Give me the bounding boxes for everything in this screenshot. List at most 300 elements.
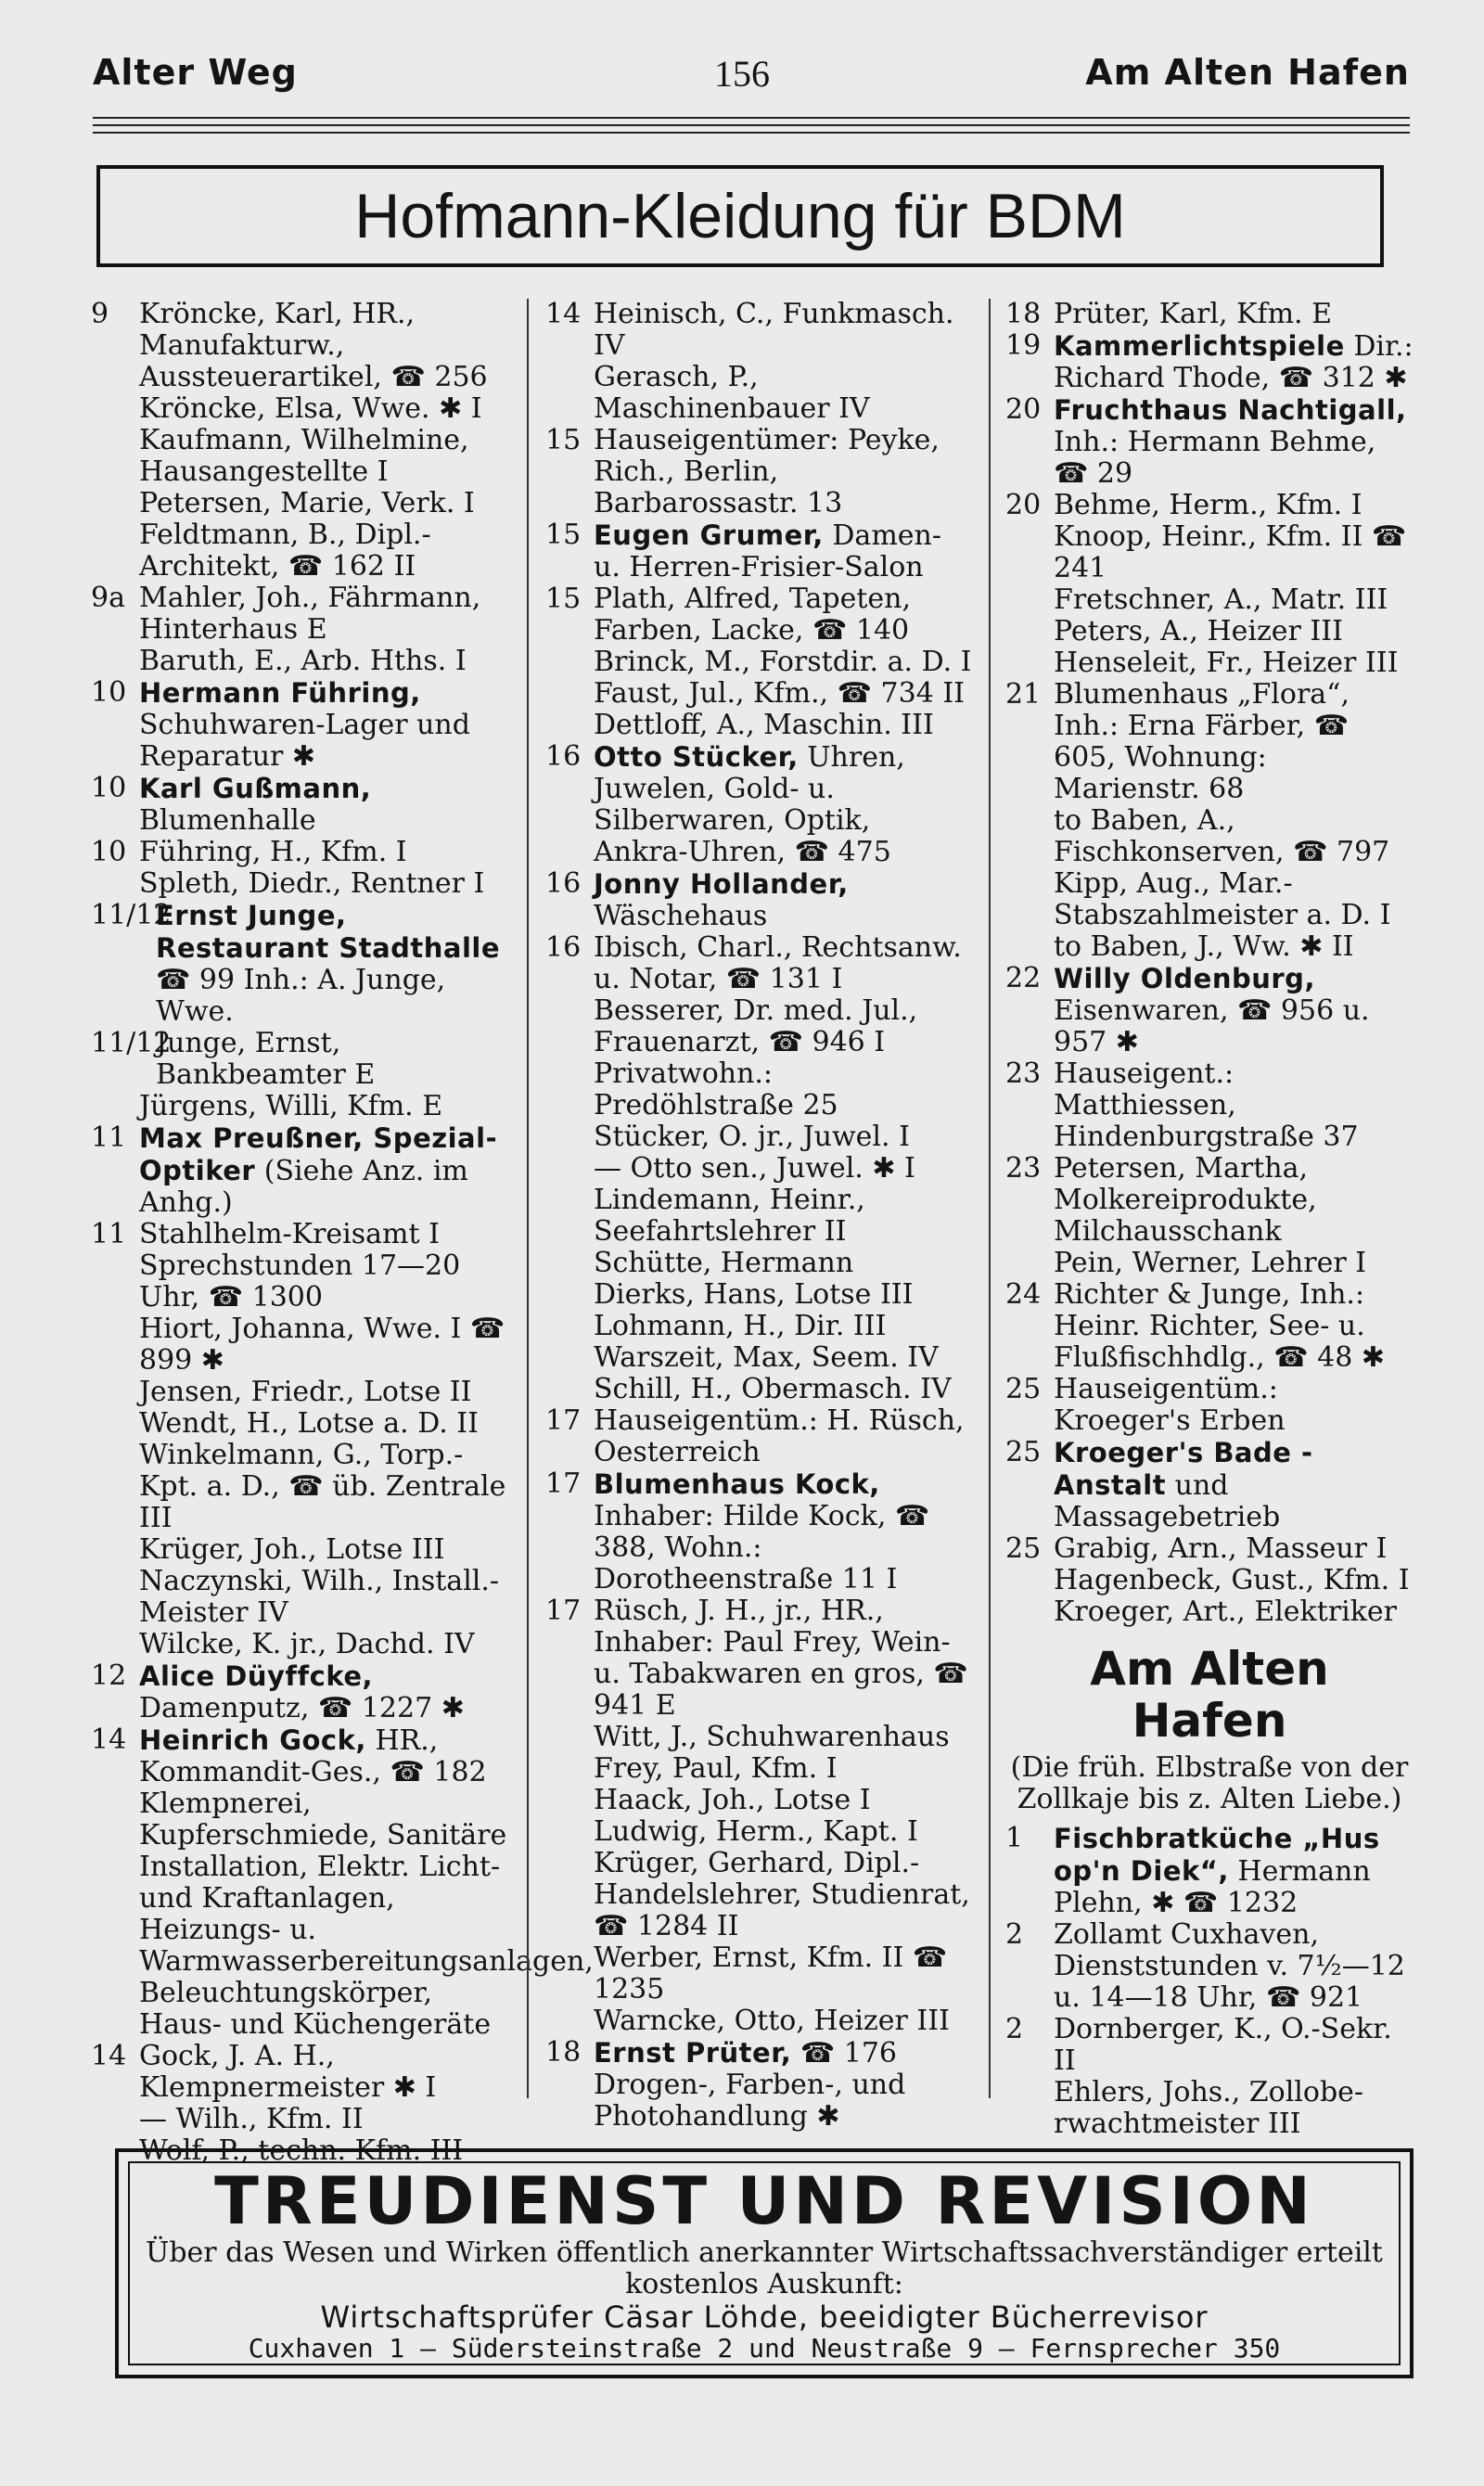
house-number: 17 xyxy=(545,1404,582,1437)
entry-text xyxy=(156,1028,510,1091)
entry-details: Peters, A., Heizer III xyxy=(1054,615,1343,647)
directory-entry xyxy=(545,995,972,1121)
directory-entry xyxy=(1005,931,1414,963)
entry-text xyxy=(139,488,510,519)
entry-text xyxy=(594,519,972,583)
business-name: Fischbratküche „Hus op'n Diek“, xyxy=(1054,1823,1380,1887)
directory-entry xyxy=(91,773,510,837)
directory-entry xyxy=(1005,490,1414,521)
house-number: 11 xyxy=(91,1218,127,1250)
house-number: 11/12 xyxy=(91,1027,172,1059)
directory-entry xyxy=(545,1121,972,1153)
entry-details: Petersen, Martha, Molkereiprodukte, Milchausschank xyxy=(1054,1152,1317,1248)
entry-text xyxy=(1054,931,1414,963)
entry-details: Spleth, Diedr., Rentner I xyxy=(139,867,485,900)
section-heading: Am Alten Hafen xyxy=(1090,1642,1329,1748)
entry-details: Schill, H., Obermasch. IV xyxy=(594,1373,952,1405)
house-number: 11 xyxy=(91,1121,127,1154)
directory-entry xyxy=(545,1722,972,1753)
directory-entry xyxy=(545,678,972,710)
house-number: 15 xyxy=(545,519,582,551)
entry-text xyxy=(139,837,510,868)
running-head-right: Am Alten Hafen xyxy=(1085,52,1410,93)
entry-text xyxy=(594,932,972,995)
directory-entry xyxy=(1005,1596,1414,1628)
column-3-entries xyxy=(1005,299,1414,1628)
entry-text xyxy=(594,1153,972,1185)
directory-entry xyxy=(545,1595,972,1722)
entry-text xyxy=(1054,584,1414,616)
entry-details: Blumenhaus „Flora“, Inh.: Erna Färber, ☎ 605, Wohnung: Marienstr. 68 xyxy=(1054,678,1350,805)
entry-details: Plath, Alfred, Tapeten, Farben, Lacke, ☎ 140 xyxy=(594,583,912,647)
entry-text xyxy=(594,1942,972,2005)
business-name: Eugen Grumer, xyxy=(594,519,824,551)
directory-entry xyxy=(1005,1279,1414,1374)
entry-text xyxy=(594,1374,972,1405)
entry-text xyxy=(594,710,972,741)
entry-details: Winkelmann, G., Torp.-Kpt. a. D., ☎ üb. Zentrale III xyxy=(139,1439,506,1534)
entry-details: Kroeger, Art., Elektriker xyxy=(1054,1595,1398,1628)
entry-details: ☎ 176 Drogen-, Farben-, und Photohandlung ✱ xyxy=(594,2037,906,2133)
directory-entry xyxy=(91,488,510,519)
entry-details: Kipp, Aug., Mar.-Stabszahlmeister a. D. I xyxy=(1054,867,1391,931)
directory-entry xyxy=(91,1377,510,1408)
entry-text xyxy=(1054,805,1414,868)
house-number: 25 xyxy=(1005,1532,1042,1565)
advertisement-top-text: Hofmann-Kleidung für BDM xyxy=(354,181,1126,251)
entry-text xyxy=(594,1595,972,1722)
entry-text xyxy=(594,678,972,710)
advertisement-bottom xyxy=(115,2148,1414,2378)
house-number: 24 xyxy=(1005,1278,1042,1311)
entry-text xyxy=(594,425,972,519)
house-number: 10 xyxy=(91,676,127,709)
directory-entry xyxy=(545,2037,972,2133)
column-2 xyxy=(545,299,972,2133)
running-head-left: Alter Weg xyxy=(93,52,298,93)
entry-text xyxy=(139,1122,510,1219)
entry-details: Dornberger, K., O.-Sekr. II xyxy=(1054,2013,1392,2077)
entry-details: Lindemann, Heinr., Seefahrtslehrer II xyxy=(594,1184,865,1248)
directory-entry xyxy=(545,1848,972,1942)
entry-details: — Otto sen., Juwel. ✱ I xyxy=(594,1152,915,1185)
house-number: 21 xyxy=(1005,678,1042,711)
entry-details: Prüter, Karl, Kfm. E xyxy=(1054,298,1333,330)
entry-text xyxy=(1054,1596,1414,1628)
house-number: 9 xyxy=(91,298,109,330)
house-number: 12 xyxy=(91,1659,127,1692)
entry-details: Ludwig, Herm., Kapt. I xyxy=(594,1815,918,1848)
directory-entry xyxy=(91,1440,510,1534)
entry-text xyxy=(594,1848,972,1942)
entry-details: Damenputz, ☎ 1227 ✱ xyxy=(139,1692,465,1724)
business-name: Ernst Prüter, xyxy=(594,2037,792,2069)
entry-text xyxy=(139,2104,510,2135)
entry-text xyxy=(139,1660,510,1724)
entry-text xyxy=(594,1279,972,1311)
entry-text xyxy=(139,1408,510,1440)
entry-details: Schütte, Hermann xyxy=(594,1247,854,1279)
house-number: 14 xyxy=(545,298,582,330)
house-number: 17 xyxy=(545,1467,582,1500)
directory-entry xyxy=(91,1566,510,1629)
entry-details: Wolf, P., techn. Kfm. III xyxy=(139,2134,464,2167)
entry-text xyxy=(1054,330,1414,394)
entry-details: Petersen, Marie, Verk. I xyxy=(139,487,475,519)
house-number: 18 xyxy=(545,2036,582,2069)
house-number: 20 xyxy=(1005,489,1042,521)
entry-text xyxy=(594,1753,972,1785)
entry-text xyxy=(594,1785,972,1816)
entry-text xyxy=(1054,1919,1414,2014)
entry-text xyxy=(1054,2077,1414,2140)
business-name: Hermann Führing, xyxy=(139,677,421,709)
directory-entry xyxy=(545,1374,972,1405)
business-name: Otto Stücker, xyxy=(594,741,799,773)
entry-details: ☎ 99 Inh.: A. Junge, Wwe. xyxy=(156,964,446,1028)
section-subtitle: (Die früh. Elbstraße von der Zollkaje bis z. Alten Liebe.) xyxy=(1010,1751,1409,1815)
business-name: Karl Gußmann, xyxy=(139,773,372,804)
entry-text xyxy=(594,1468,972,1595)
entry-details: Brinck, M., Forstdir. a. D. I xyxy=(594,646,972,678)
business-name: Blumenhaus Kock, xyxy=(594,1468,880,1500)
directory-entry xyxy=(1005,1533,1414,1565)
entry-details: Kaufmann, Wilhelmine, Hausangestellte I xyxy=(139,424,469,488)
house-number: 22 xyxy=(1005,962,1042,994)
entry-text xyxy=(139,1566,510,1629)
directory-entry xyxy=(1005,1565,1414,1596)
entry-details: Gock, J. A. H., Klempnermeister ✱ I xyxy=(139,2040,437,2104)
entry-details: Dierks, Hans, Lotse III xyxy=(594,1278,914,1311)
entry-details: Wäschehaus xyxy=(594,900,768,932)
house-number: 10 xyxy=(91,772,127,804)
column-3 xyxy=(1005,299,1414,2140)
entry-text xyxy=(139,583,510,646)
house-number: 23 xyxy=(1005,1152,1042,1185)
business-name: Ernst Junge, Restaurant Stadthalle xyxy=(156,900,501,964)
entry-details: Stahlhelm-Kreisamt I Sprechstunden 17—20 Uhr, ☎ 1300 xyxy=(139,1218,461,1313)
entry-text xyxy=(594,2005,972,2037)
entry-text xyxy=(594,1185,972,1248)
entry-text xyxy=(1054,963,1414,1058)
entry-text xyxy=(139,868,510,900)
entry-details: Schuhwaren-Lager und Reparatur ✱ xyxy=(139,709,470,773)
house-number: 14 xyxy=(91,1724,127,1756)
house-number: 1 xyxy=(1005,1822,1024,1854)
entry-text xyxy=(1054,679,1414,805)
entry-text xyxy=(1054,521,1414,584)
directory-entry xyxy=(545,1468,972,1595)
house-number: 17 xyxy=(545,1595,582,1627)
directory-entry xyxy=(91,1122,510,1219)
advertisement-bottom-inner-frame xyxy=(128,2161,1401,2365)
entry-details: Hermann Plehn, ✱ ☎ 1232 xyxy=(1054,1855,1371,1919)
directory-entry xyxy=(545,1942,972,2005)
header-rule-2 xyxy=(93,124,1410,126)
directory-entry xyxy=(91,1629,510,1660)
entry-details: Faust, Jul., Kfm., ☎ 734 II xyxy=(594,677,966,710)
entry-text xyxy=(594,1722,972,1753)
entry-text xyxy=(139,1377,510,1408)
directory-entry xyxy=(1005,2077,1414,2140)
directory-entry xyxy=(545,1753,972,1785)
entry-details: Hauseigentümer: Peyke, Rich., Berlin, Barbarossastr. 13 xyxy=(594,424,940,519)
entry-details: Fretschner, A., Matr. III xyxy=(1054,583,1388,616)
directory-entry xyxy=(1005,299,1414,330)
entry-text xyxy=(139,1219,510,1313)
entry-text xyxy=(139,1440,510,1534)
house-number: 9a xyxy=(91,582,125,614)
directory-entry xyxy=(545,932,972,995)
entry-text xyxy=(1054,868,1414,931)
business-name: Kammerlichtspiele xyxy=(1054,330,1345,362)
business-name: Max Preußner, Spezial-Optiker xyxy=(139,1122,498,1186)
directory-entry xyxy=(1005,1248,1414,1279)
directory-entry xyxy=(545,1311,972,1342)
business-name: Jonny Hollander, xyxy=(594,868,849,900)
entry-details: Feldtmann, B., Dipl.-Architekt, ☎ 162 II xyxy=(139,519,431,583)
entry-text xyxy=(156,900,510,1028)
house-number: 15 xyxy=(545,583,582,615)
entry-details: Werber, Ernst, Kfm. II ☎ 1235 xyxy=(594,1941,948,2005)
directory-entry xyxy=(1005,647,1414,679)
entry-details: Dir.: Richard Thode, ☎ 312 ✱ xyxy=(1054,330,1414,394)
entry-text xyxy=(139,1091,510,1122)
house-number: 23 xyxy=(1005,1057,1042,1090)
house-number: 16 xyxy=(545,867,582,900)
entry-details: Hiort, Johanna, Wwe. I ☎ 899 ✱ xyxy=(139,1313,505,1377)
entry-details: Krüger, Gerhard, Dipl.-Handelslehrer, Studienrat, ☎ 1284 II xyxy=(594,1847,970,1942)
directory-entry xyxy=(1005,1437,1414,1533)
entry-text xyxy=(594,1121,972,1153)
entry-details: Damen- u. Herren-Frisier-Salon xyxy=(594,519,941,583)
entry-text xyxy=(1054,1058,1414,1153)
entry-details: Inh.: Hermann Behme, ☎ 29 xyxy=(1054,426,1376,490)
entry-text xyxy=(594,868,972,932)
directory-entry xyxy=(545,1785,972,1816)
entry-details: Warncke, Otto, Heizer III xyxy=(594,2005,950,2037)
entry-details: Heinisch, C., Funkmasch. IV xyxy=(594,298,954,362)
entry-text xyxy=(594,583,972,647)
directory-entry xyxy=(91,2104,510,2135)
directory-entry xyxy=(545,647,972,678)
directory-entry xyxy=(91,1219,510,1313)
entry-details: Hauseigent.: Matthiessen, Hindenburgstraße 37 xyxy=(1054,1057,1359,1153)
advertisement-top xyxy=(96,165,1384,267)
entry-text xyxy=(1054,394,1414,490)
business-name: Heinrich Gock, xyxy=(139,1724,366,1756)
entry-details: Behme, Herm., Kfm. I xyxy=(1054,489,1362,521)
directory-entry xyxy=(545,2005,972,2037)
entry-text xyxy=(1054,616,1414,647)
entry-text xyxy=(1054,1279,1414,1374)
entry-text xyxy=(139,1724,594,2041)
house-number: 2 xyxy=(1005,2013,1024,2045)
entry-text xyxy=(594,299,972,362)
entry-text xyxy=(139,773,510,837)
directory-entry xyxy=(91,1724,594,2041)
entry-details: Knoop, Heinr., Kfm. II ☎ 241 xyxy=(1054,520,1407,584)
house-number: 25 xyxy=(1005,1436,1042,1468)
directory-entry xyxy=(545,583,972,647)
directory-entry xyxy=(91,1028,510,1091)
entry-details: Frey, Paul, Kfm. I xyxy=(594,1752,838,1785)
entry-details: Hauseigentüm.: Kroeger's Erben xyxy=(1054,1373,1286,1437)
business-name: Kroeger's Bade - Anstalt xyxy=(1054,1437,1313,1501)
entry-text xyxy=(1054,1437,1414,1533)
directory-entry xyxy=(1005,868,1414,931)
entry-text xyxy=(139,677,510,773)
directory-entry xyxy=(91,677,510,773)
directory-entry xyxy=(545,1405,972,1468)
advertisement-line-2: Wirtschaftsprüfer Cäsar Löhde, beeidigter Bücherrevisor xyxy=(320,2300,1209,2335)
entry-text xyxy=(139,299,510,393)
entry-text xyxy=(139,646,510,677)
entry-details: Naczynski, Wilh., Install.-Meister IV xyxy=(139,1565,500,1629)
entry-details: Wendt, H., Lotse a. D. II xyxy=(139,1407,480,1440)
entry-text xyxy=(594,1405,972,1468)
entry-details: Ibisch, Charl., Rechtsanw. u. Notar, ☎ 131 I xyxy=(594,931,962,995)
business-name: Willy Oldenburg, xyxy=(1054,963,1315,994)
directory-entry xyxy=(1005,1823,1414,1919)
directory-entry xyxy=(91,583,510,646)
entry-text xyxy=(1054,1374,1414,1437)
entry-details: Gerasch, P., Maschinenbauer IV xyxy=(594,361,870,425)
directory-entry xyxy=(91,2041,510,2104)
advertisement-line-1: Über das Wesen und Wirken öffentlich anerkannter Wirtschaftssachverständiger erteilt kostenlos Auskunft: xyxy=(146,2236,1383,2300)
directory-entry xyxy=(91,519,510,583)
entry-details: Hauseigentüm.: H. Rüsch, Oesterreich xyxy=(594,1404,965,1468)
entry-details: Hagenbeck, Gust., Kfm. I xyxy=(1054,1564,1410,1596)
directory-entry xyxy=(91,646,510,677)
entry-text xyxy=(594,2037,972,2133)
entry-details: Warszeit, Max, Seem. IV xyxy=(594,1341,939,1374)
entry-text xyxy=(1054,1153,1414,1248)
business-name: Fruchthaus Nachtigall, xyxy=(1054,394,1407,426)
column-divider xyxy=(989,299,991,2098)
advertisement-title: TREUDIENST UND REVISION xyxy=(214,2163,1314,2239)
entry-text xyxy=(594,741,972,868)
entry-details: HR., Kommandit-Ges., ☎ 182 Klempnerei, Kupferschmiede, Sanitäre Installation, Elektr. Licht- und Kraftanlagen, Heizungs- u. Warmwasserbereitungsanlagen, Beleuchtungskörper, Haus- und Küchengeräte xyxy=(139,1724,594,2041)
column-3-section-entries xyxy=(1005,1823,1414,2140)
directory-entry xyxy=(91,1534,510,1566)
entry-details: Wilcke, K. jr., Dachd. IV xyxy=(139,1628,475,1660)
entry-details: Rüsch, J. H., jr., HR., Inhaber: Paul Frey, Wein- u. Tabakwaren en gros, ☎ 941 E xyxy=(594,1595,968,1722)
header-rule xyxy=(93,117,1410,119)
entry-details: Führing, H., Kfm. I xyxy=(139,836,407,868)
directory-entry xyxy=(91,1660,510,1724)
entry-details: Kröncke, Karl, HR., Manufakturw., Aussteuerartikel, ☎ 256 xyxy=(139,298,488,393)
directory-entry xyxy=(545,741,972,868)
directory-entry xyxy=(545,1185,972,1248)
entry-details: Ehlers, Johs., Zolloberwachtmeister III xyxy=(1054,2076,1364,2140)
entry-text xyxy=(594,1342,972,1374)
page-number: 156 xyxy=(714,53,770,95)
entry-details: Eisenwaren, ☎ 956 u. 957 ✱ xyxy=(1054,994,1370,1058)
column-divider xyxy=(527,299,529,2098)
directory-entry xyxy=(1005,616,1414,647)
entry-text xyxy=(139,393,510,425)
directory-entry xyxy=(91,299,510,393)
entry-text xyxy=(1054,1565,1414,1596)
house-number: 11/12 xyxy=(91,899,172,931)
directory-entry xyxy=(1005,1058,1414,1153)
directory-entry xyxy=(545,868,972,932)
entry-details: to Baben, A., Fischkonserven, ☎ 797 xyxy=(1054,804,1390,868)
entry-text xyxy=(1054,2014,1414,2077)
entry-text xyxy=(1054,1823,1414,1919)
directory-entry xyxy=(545,1816,972,1848)
entry-details: Krüger, Joh., Lotse III xyxy=(139,1533,445,1566)
entry-details: (Siehe Anz. im Anhg.) xyxy=(139,1155,468,1219)
directory-entry xyxy=(91,1313,510,1377)
entry-details: Lohmann, H., Dir. III xyxy=(594,1310,887,1342)
entry-details: Stücker, O. jr., Juwel. I xyxy=(594,1121,910,1153)
entry-text xyxy=(139,2041,510,2104)
house-number: 18 xyxy=(1005,298,1042,330)
directory-entry xyxy=(1005,1919,1414,2014)
entry-details: und Massagebetrieb xyxy=(1054,1469,1281,1533)
house-number: 10 xyxy=(91,836,127,868)
entry-text xyxy=(1054,299,1414,330)
house-number: 2 xyxy=(1005,1918,1024,1951)
entry-text xyxy=(594,1311,972,1342)
directory-entry xyxy=(1005,330,1414,394)
entry-details: Grabig, Arn., Masseur I xyxy=(1054,1532,1388,1565)
entry-text xyxy=(594,362,972,425)
entry-details: to Baben, J., Ww. ✱ II xyxy=(1054,930,1354,963)
directory-entry xyxy=(91,393,510,425)
entry-details: Haack, Joh., Lotse I xyxy=(594,1784,871,1816)
entry-text xyxy=(594,647,972,678)
house-number: 14 xyxy=(91,2040,127,2072)
house-number: 15 xyxy=(545,424,582,456)
entry-details: Henseleit, Fr., Heizer III xyxy=(1054,647,1399,679)
directory-entry xyxy=(91,900,510,1028)
entry-details: Uhren, Juwelen, Gold- u. Silberwaren, Optik, Ankra-Uhren, ☎ 475 xyxy=(594,741,905,868)
entry-details: Jensen, Friedr., Lotse II xyxy=(139,1376,472,1408)
entry-text xyxy=(139,1313,510,1377)
entry-details: Junge, Ernst, Bankbeamter E xyxy=(156,1027,376,1091)
entry-details: Jürgens, Willi, Kfm. E xyxy=(139,1090,443,1122)
advertisement-line-3: Cuxhaven 1 — Südersteinstraße 2 und Neustraße 9 — Fernsprecher 350 xyxy=(248,2333,1281,2364)
house-number: 19 xyxy=(1005,329,1042,362)
entry-details: Kröncke, Elsa, Wwe. ✱ I xyxy=(139,392,482,425)
entry-text xyxy=(594,1816,972,1848)
directory-entry xyxy=(1005,521,1414,584)
entry-text xyxy=(1054,1533,1414,1565)
entry-text xyxy=(1054,1248,1414,1279)
house-number: 25 xyxy=(1005,1373,1042,1405)
directory-entry xyxy=(545,1153,972,1185)
house-number: 16 xyxy=(545,931,582,964)
directory-entry xyxy=(1005,679,1414,805)
entry-details: Witt, J., Schuhwarenhaus xyxy=(594,1721,950,1753)
entry-text xyxy=(139,425,510,488)
directory-entry xyxy=(91,1408,510,1440)
entry-details: — Wilh., Kfm. II xyxy=(139,2103,364,2135)
directory-entry xyxy=(545,519,972,583)
house-number: 20 xyxy=(1005,393,1042,426)
directory-entry xyxy=(1005,1374,1414,1437)
entry-text xyxy=(139,519,510,583)
directory-entry xyxy=(545,425,972,519)
header-rule-3 xyxy=(93,132,1410,134)
entry-details: Zollamt Cuxhaven, Dienststunden v. 7½—12 u. 14—18 Uhr, ☎ 921 xyxy=(1054,1918,1405,2014)
entry-details: Mahler, Joh., Fährmann, Hinterhaus E xyxy=(139,582,481,646)
entry-text xyxy=(139,1629,510,1660)
entry-details: Baruth, E., Arb. Hths. I xyxy=(139,645,467,677)
